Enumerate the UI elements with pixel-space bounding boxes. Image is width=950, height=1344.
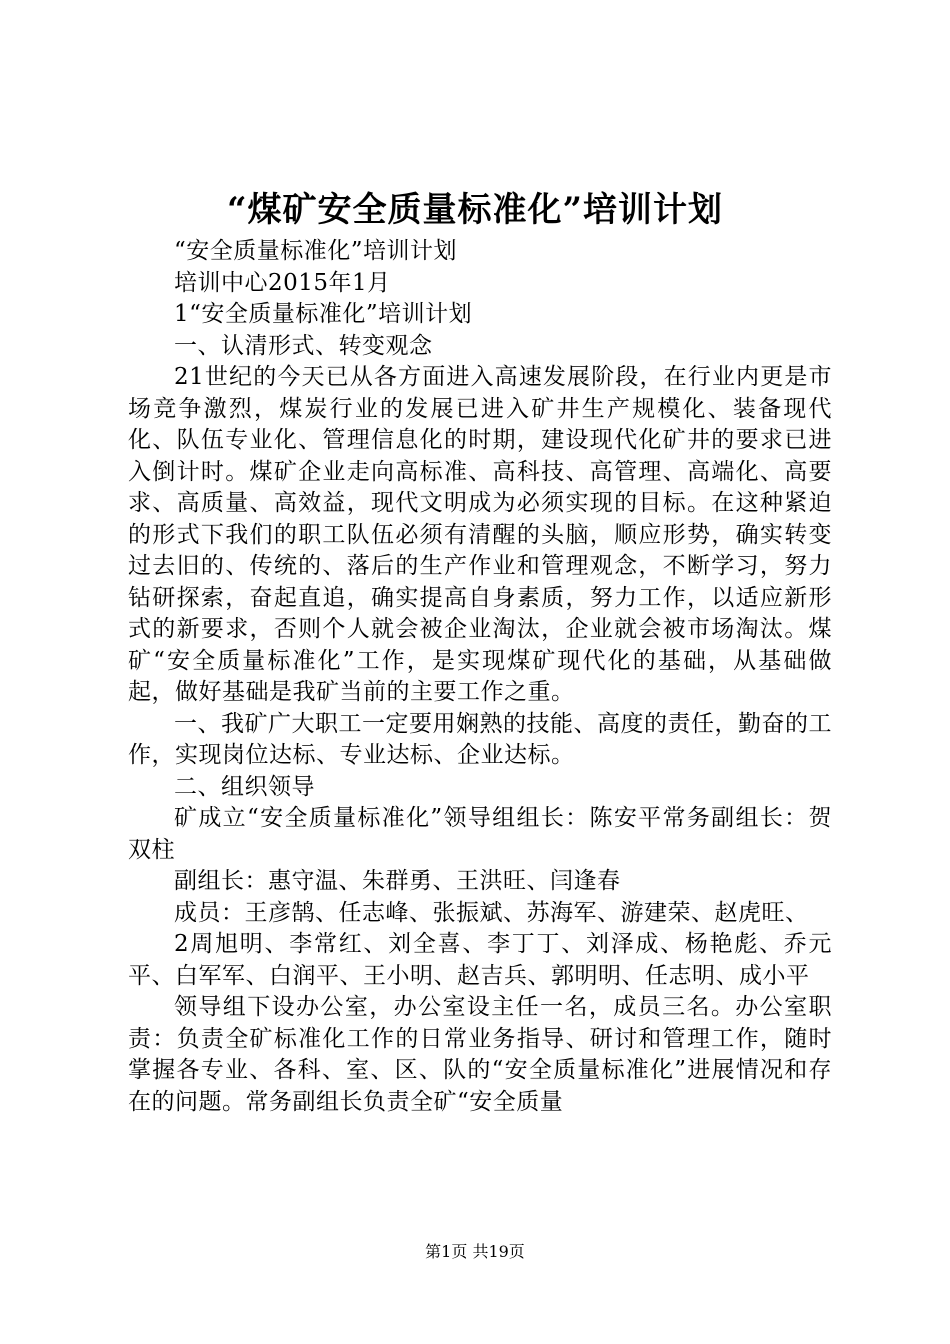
paragraph: 一、我矿广大职工一定要用娴熟的技能、高度的责任，勤奋的工作，实现岗位达标、专业达标、企业达标。 xyxy=(128,710,832,768)
page-footer: 第1页 共19页 xyxy=(425,1242,525,1261)
document-title: “煤矿安全质量标准化”培训计划 xyxy=(226,190,724,230)
paragraph: 成员：王彦鹄、任志峰、张振斌、苏海军、游建荣、赵虎旺、 xyxy=(174,899,809,926)
paragraph: 1“安全质量标准化”培训计划 xyxy=(174,301,473,327)
paragraph: 培训中心2015年1月 xyxy=(174,269,391,296)
paragraph: 2周旭明、李常红、刘全喜、李丁丁、刘泽成、杨艳彪、乔元平、白军军、白润平、王小明、赵吉兵、郭明明、任志明、成小平 xyxy=(128,931,832,989)
paragraph: 矿成立“安全质量标准化”领导组组长：陈安平常务副组长：贺双柱 xyxy=(128,805,832,863)
section-heading: 二、组织领导 xyxy=(174,773,315,800)
paragraph: 副组长：惠守温、朱群勇、王洪旺、闫逢春 xyxy=(174,868,621,894)
paragraph: 领导组下设办公室，办公室设主任一名，成员三名。办公室职责：负责全矿标准化工作的日常业务指导、研讨和管理工作，随时掌握各专业、各科、室、区、队的“安全质量标准化”进展情况和存在的问题。常务副组长负责全矿“安全质量 xyxy=(128,994,832,1115)
document-body xyxy=(128,236,832,1118)
paragraph: “安全质量标准化”培训计划 xyxy=(174,238,458,264)
section-heading: 一、认清形式、转变观念 xyxy=(174,332,433,359)
paragraph: 21世纪的今天已从各方面进入高速发展阶段，在行业内更是市场竞争激烈，煤炭行业的发展已进入矿井生产规模化、装备现代化、队伍专业化、管理信息化的时期，建设现代化矿井的要求已进入倒计时。煤矿企业走向高标准、高科技、高管理、高端化、高要求、高质量、高效益，现代文明成为必须实现的目标。在这种紧迫的形式下我们的职工队伍必须有清醒的头脑，顺应形势，确实转变过去旧的、传统的、落后的生产作业和管理观念，不断学习，努力钻研探索，奋起直追，确实提高自身素质，努力工作，以适应新形式的新要求，否则个人就会被企业淘汰，企业就会被市场淘汰。煤矿“安全质量标准化”工作，是实现煤矿现代化的基础，从基础做起，做好基础是我矿当前的主要工作之重。 xyxy=(128,364,832,705)
